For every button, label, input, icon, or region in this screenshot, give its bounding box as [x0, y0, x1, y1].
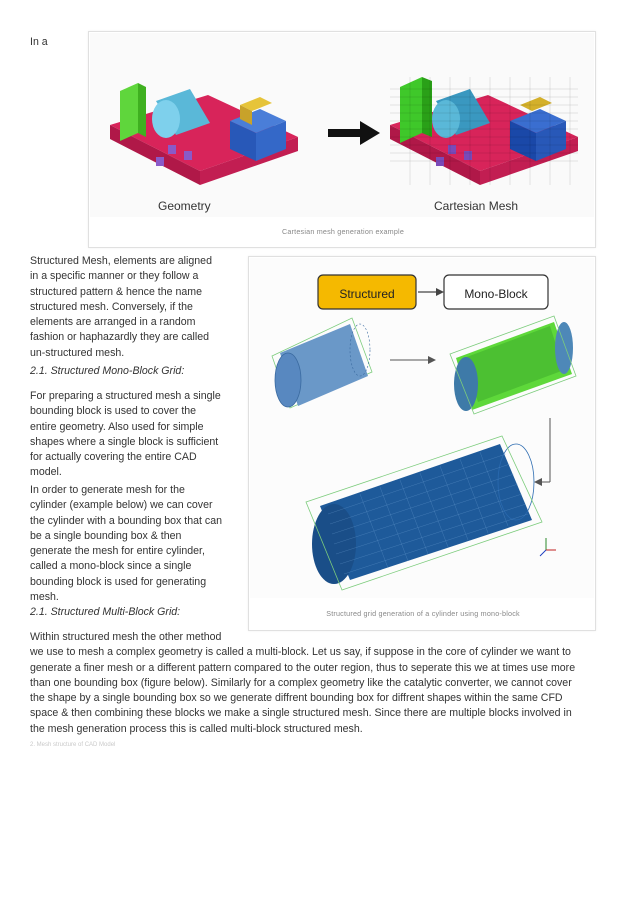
- paragraph-structured: Structured Mesh, elements are aligned in a specific manner or they follow a structured pattern & hence the name structured mesh. Conversely, if the elements are arranged in a random fashion or haphazardly they are called un-structured mesh.: [30, 255, 212, 359]
- box-structured-label: Structured: [339, 287, 395, 301]
- figure1-label-cartesian: Cartesian Mesh: [434, 199, 519, 213]
- intro-text: In a: [30, 36, 48, 48]
- figure1-label-geometry: Geometry: [158, 199, 211, 213]
- figure-mono-block: [248, 256, 596, 631]
- paragraph-multi-block: Within structured mesh the other method we use to mesh a complex geometry is called a multi-block. Let us say, if suppose in the core of cylinder we want to generate a finer mesh or a different pattern compared to the outer region, thus to seperate this we at times use more than one bounding box (figure below). Similarly for a complex geometry like the catalytic converter, we cannot cover the shape by a single bounding box so we generate diffrent bounding box for diffrent shapes within the same CFD space & then combining these blocks we make a single structured mesh. Since there are multiple blocks involved in the mesh generation process this is called multi-block structured mesh.: [30, 631, 576, 735]
- heading-multi-block: 2.1. Structured Multi-Block Grid:: [30, 606, 181, 618]
- box-mono-block-label: Mono-Block: [464, 287, 528, 301]
- figure-cartesian-mesh: [88, 31, 596, 248]
- figure1-caption: Cartesian mesh generation example: [281, 227, 405, 236]
- figure2-caption: Structured grid generation of a cylinder using mono-block: [326, 609, 520, 618]
- paragraph-mono-block: For preparing a structured mesh a single bounding block is used to cover the entire geometry. Also used for simple shapes where a single block is sufficient for actually covering the entire CAD model.: [30, 390, 221, 479]
- faded-heading: 2. Mesh structure of CAD Model: [30, 742, 116, 748]
- mono-block-image: [250, 258, 594, 598]
- paragraph-cylinder: In order to generate mesh for the cylinder (example below) we can cover the cylinder with a bounding box that can be a single bounding box & then generate the mesh for entire cylinder, called a mono-block since a single bounding block is used for generating mesh.: [30, 484, 222, 604]
- cartesian-mesh-image: [90, 33, 594, 217]
- heading-mono-block: 2.1. Structured Mono-Block Grid:: [30, 365, 185, 377]
